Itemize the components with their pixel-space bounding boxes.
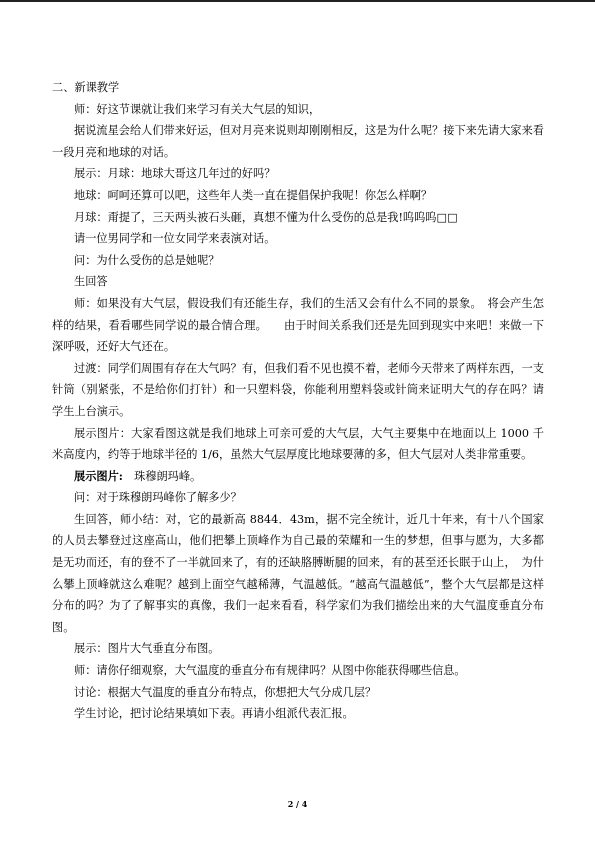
paragraph-8: 生回答 (74, 275, 108, 289)
paragraph-16: 师：请你仔细观察，大气温度的垂直分布有规律吗？从图中你能获得哪些信息。 (74, 664, 466, 678)
paragraph-4: 地球：呵呵还算可以吧，这些年人类一直在提倡保护我呢！你怎么样啊？ (74, 188, 433, 202)
paragraph-13: 问：对于珠穆朗玛峰你了解多少？ (74, 491, 242, 505)
paragraph-10: 过渡：同学们周围有存在大气吗？有，但我们看不见也摸不着，老师今天带来了两样东西，一支针筒（别紧张，不是给你们打针）和一只塑料袋，你能利用塑料袋或针筒来证明大气的存在吗？请学生上台演示。 (52, 361, 544, 418)
paragraph-17: 讨论：根据大气温度的垂直分布特点，你想把大气分成几层？ (74, 685, 377, 699)
bold-label-rest: 珠穆朗玛峰。 (122, 469, 202, 483)
bold-label: 展示图片: (74, 468, 123, 483)
page-top-rule (0, 0, 595, 2)
paragraph-12 (52, 466, 544, 488)
page-number: 2 / 4 (287, 799, 308, 809)
paragraph-18: 学生讨论，把讨论结果填如下表。再请小组派代表汇报。 (74, 707, 354, 721)
paragraph-11: 展示图片：大家看图这就是我们地球上可亲可爱的大气层，大气主要集中在地面以上 1000 千米高度内，约等于地球半径的 1/6，虽然大气层厚度比地球要薄的多，但大气层对人类非常重要。 (52, 426, 544, 462)
section-heading: 二、新课教学 (52, 81, 120, 94)
paragraph-3: 展示：月球：地球大哥这几年过的好吗？ (74, 167, 276, 181)
paragraph-9: 师：如果没有大气层，假设我们有还能生存，我们的生活又会有什么不同的景象。 将会产生怎样的结果，看看哪些同学说的最合情合理。 由于时间关系我们还是先回到现实中来吧！来做一下深呼吸，还好大气还在。 (52, 296, 544, 354)
paragraph-7: 问：为什么受伤的总是她呢？ (74, 253, 220, 267)
paragraph-5: 月球：甭提了，三天两头被石头砸，真想不懂为什么受伤的总是我!呜呜呜□□ (74, 210, 458, 224)
paragraph-1: 师：好这节课就让我们来学习有关大气层的知识， (74, 102, 321, 116)
paragraph-14: 生回答，师小结：对，它的最新高 8844．43m，据不完全统计，近几十年来，有十八个国家的人员去攀登过这座高山，他们把攀上顶峰作为自己最的荣耀和一生的梦想，但事与愿为，大多都是无功而还，有的登不了一半就回来了，有的还缺胳膊断腿的回来，有的甚至还长眠于山上， 为什么攀上顶峰就这么难呢？越到上面空气越稀薄，气温越低。“越高气温越低”，整个大气层都是这样分布的吗？为了了解事实的真像，我们一起来看看，科学家们为我们描绘出来的大气温度垂直分布图。 (52, 512, 544, 634)
paragraph-2: 据说流星会给人们带来好运，但对月亮来说则却刚刚相反，这是为什么呢？接下来先请大家来看一段月亮和地球的对话。 (52, 124, 544, 159)
document-body (52, 77, 544, 725)
paragraph-6: 请一位男同学和一位女同学来表演对话。 (74, 232, 276, 246)
paragraph-15: 展示：图片大气垂直分布图。 (74, 642, 220, 656)
